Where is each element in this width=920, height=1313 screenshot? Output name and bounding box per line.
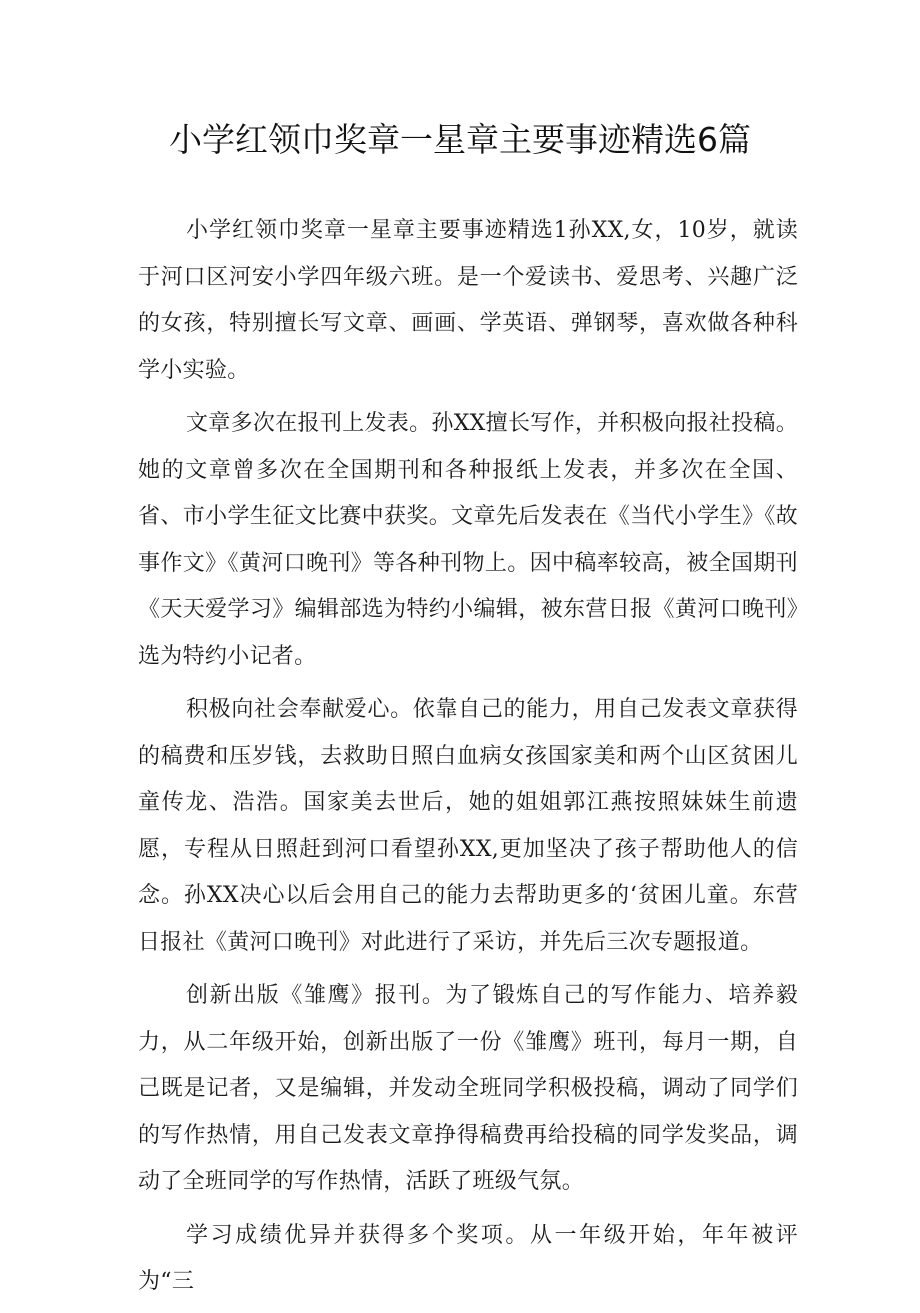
document-body [138, 208, 798, 1313]
paragraph-2: 文章多次在报刊上发表。孙XX擅长写作，并积极向报社投稿。她的文章曾多次在全国期刊和各种报纸上发表，并多次在全国、省、市小学生征文比赛中获奖。文章先后发表在《当代小学生》《故事作文》《黄河口晚刊》等各种刊物上。因中稿率较高，被全国期刊《天天爱学习》编辑部选为特约小编辑，被东营日报《黄河口晚刊》选为特约小记者。 [138, 411, 798, 669]
paragraph-5: 学习成绩优异并获得多个奖项。从一年级开始，年年被评为“三 [138, 1222, 798, 1294]
paragraph-3: 积极向社会奉献爱心。依靠自己的能力，用自己发表文章获得的稿费和压岁钱，去救助日照白血病女孩国家美和两个山区贫困儿童传龙、浩浩。国家美去世后，她的姐姐郭江燕按照妹妹生前遗愿，专程从日照赶到河口看望孙XX,更加坚决了孩子帮助他人的信念。孙XX决心以后会用自己的能力去帮助更多的‘贫困儿童。东营日报社《黄河口晚刊》对此进行了采访，并先后三次专题报道。 [138, 697, 798, 955]
paragraph-4: 创新出版《雏鹰》报刊。为了锻炼自己的写作能力、培养毅力，从二年级开始，创新出版了一份《雏鹰》班刊，每月一期，自己既是记者，又是编辑，并发动全班同学积极投稿，调动了同学们的写作热情，用自己发表文章挣得稿费再给投稿的同学发奖品，调动了全班同学的写作热情，活跃了班级气氛。 [138, 983, 798, 1194]
paragraph-1: 小学红领巾奖章一星章主要事迹精选1孙XX,女，10岁，就读于河口区河安小学四年级六班。是一个爱读书、爱思考、兴趣广泛的女孩，特别擅长写文章、画画、学英语、弹钢琴，喜欢做各种科学小实验。 [138, 218, 798, 383]
document-title: 小学红领巾奖章一星章主要事迹精选6篇 [169, 120, 751, 159]
